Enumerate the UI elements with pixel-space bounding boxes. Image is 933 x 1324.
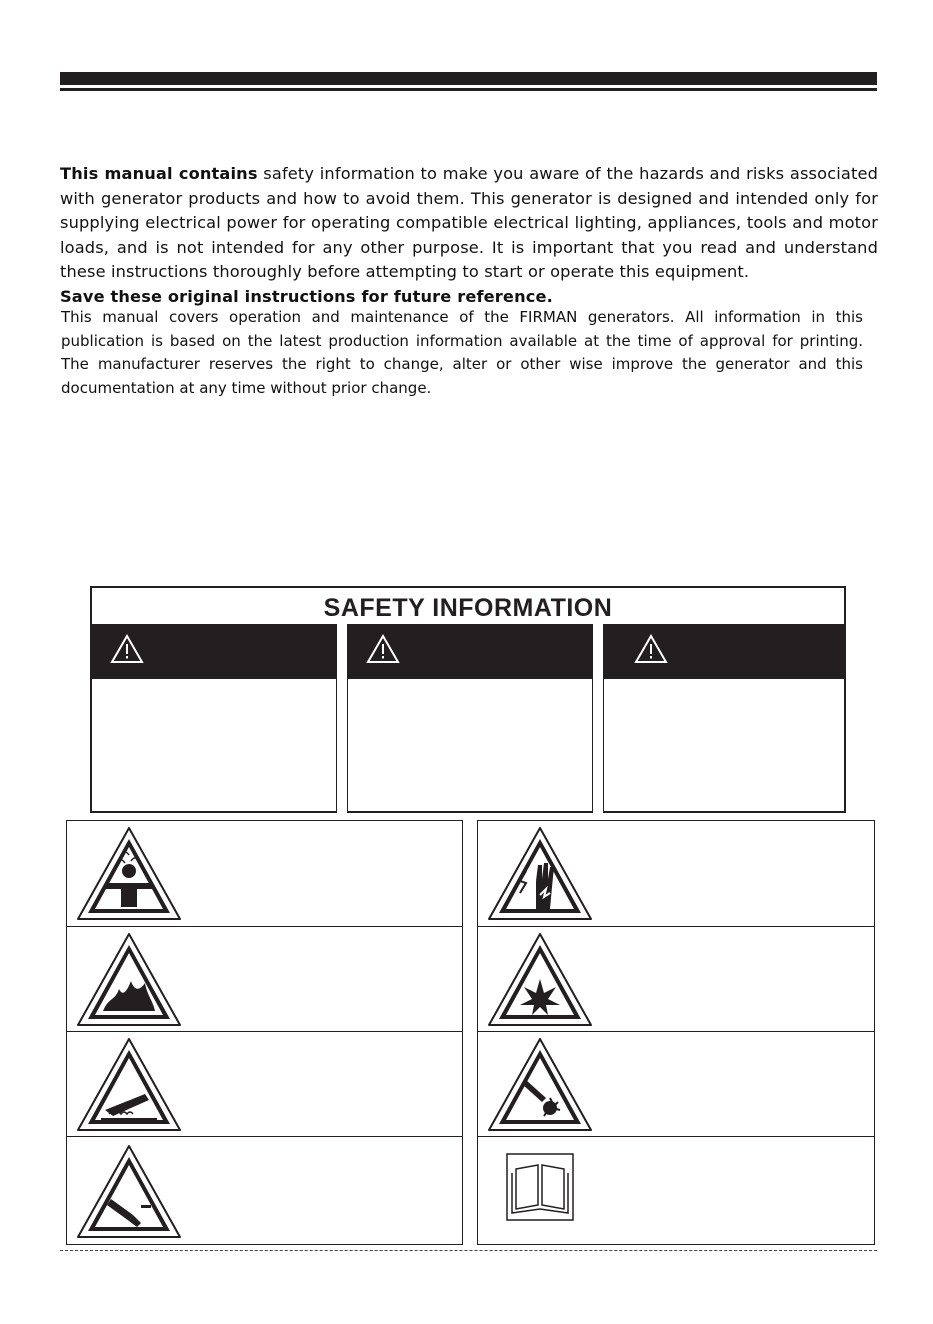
- safety-column-1: [92, 624, 336, 813]
- kickback-icon: [75, 1143, 183, 1241]
- column-divider: [592, 624, 604, 813]
- safety-title: SAFETY INFORMATION: [323, 594, 613, 622]
- intro-body: safety information to make you aware of the hazards and risks associated with generator products and how to avoid them. This generator is designed and intended only for supplying electrical power for operating compatible electrical lighting, appliances, tools and motor loads, and is not intended for any other purpose. It is important that you read and understand these instructions thoroughly before attempting to start or operate this equipment.: [60, 164, 878, 281]
- explosion-icon: [486, 931, 594, 1029]
- safety-information-box: [90, 586, 846, 813]
- safety-header-bar: [92, 624, 336, 679]
- hazard-cell-rotating-parts: [477, 1031, 875, 1137]
- toxic-fumes-icon: [75, 825, 183, 923]
- read-manual-icon: [506, 1153, 574, 1221]
- hazard-cell-electric-shock: [477, 820, 875, 927]
- hazard-cell-toxic-fumes: [66, 820, 463, 927]
- warning-triangle-icon: [110, 634, 144, 664]
- hazard-cell-hot-surface: [66, 1031, 463, 1137]
- rotating-parts-icon: [486, 1036, 594, 1134]
- warning-triangle-icon: [366, 634, 400, 664]
- intro-paragraph: [60, 162, 878, 309]
- safety-column-2: [348, 624, 592, 813]
- hot-surface-icon: [75, 1036, 183, 1134]
- safety-header-bar: [604, 624, 844, 679]
- electric-shock-icon: [486, 825, 594, 923]
- safety-column-3: [604, 624, 844, 813]
- coverage-paragraph: This manual covers operation and maintenance of the FIRMAN generators. All information in this publication is based on the latest production information available at the time of approval for printing. The manufacturer reserves the right to change, alter or other wise improve the generator and this documentation at any time without prior change.: [61, 308, 863, 397]
- hazard-cell-kickback: [66, 1136, 463, 1245]
- hazard-cell-explosion: [477, 926, 875, 1032]
- column-divider: [336, 624, 348, 813]
- safety-header-bar: [348, 624, 592, 679]
- intro-lead: This manual contains: [60, 164, 258, 183]
- hazard-cell-fire: [66, 926, 463, 1032]
- hazard-cell-read-manual: [477, 1136, 875, 1245]
- footer-dashed-rule: [60, 1250, 877, 1251]
- warning-triangle-icon: [634, 634, 668, 664]
- header-rule-thin: [60, 88, 877, 91]
- save-instructions-line: Save these original instructions for future reference.: [60, 286, 553, 306]
- fire-icon: [75, 931, 183, 1029]
- header-rule: [60, 72, 877, 85]
